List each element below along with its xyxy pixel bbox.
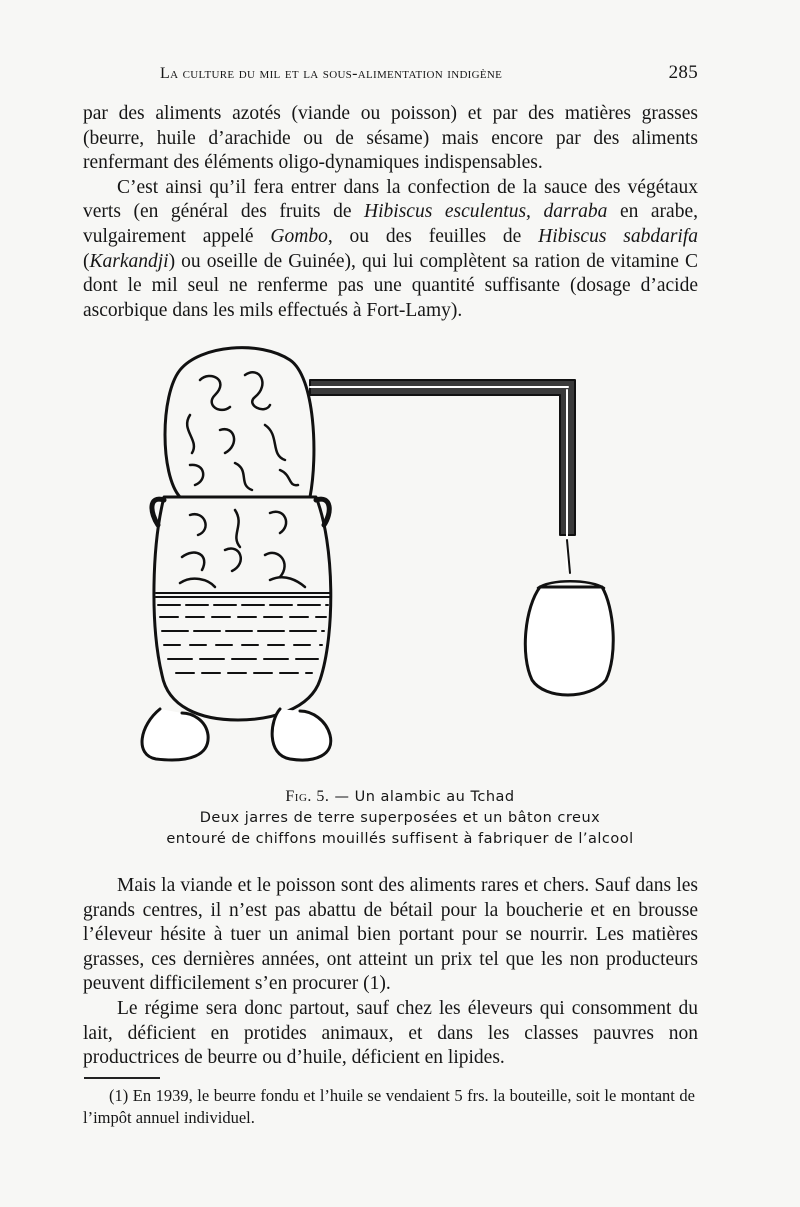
term-karkandji: Karkandji xyxy=(89,250,169,272)
body-text-top xyxy=(83,102,698,323)
footnote: (1) En 1939, le beurre fondu et l’huile se vendaient 5 frs. la bouteille, soit le montant de l’impôt annuel individuel. xyxy=(83,1086,695,1127)
liquid-lines xyxy=(156,593,330,673)
body-text-bottom xyxy=(83,874,698,1071)
figure-title: — Un alambic au Tchad xyxy=(329,789,515,805)
left-foot xyxy=(142,709,208,760)
paragraph-2-text-b: en arabe, vulgairement appelé xyxy=(83,201,698,247)
caption-title xyxy=(100,786,700,808)
paragraph-3: Mais la viande et le poisson sont des aliments rares et chers. Sauf dans les grands centres, il n’est pas abattu de bétail pour la boucherie et en brousse l’éleveur hésite à tuer un animal bien portant pour se nourrir. Les matières grasses, ces dernières années, ont atteint un prix tel que les non producteurs peuvent difficilement s’en procurer (1). xyxy=(83,875,698,995)
receiving-pot xyxy=(525,587,613,695)
running-title: La culture du mil et la sous-alimentation indigène xyxy=(160,65,503,82)
cloth-wrapped-tube xyxy=(310,380,575,535)
paragraph-1: par des aliments azotés (viande ou poisson) et par des matières grasses (beurre, huile d’arachide ou de sésame) mais encore par des aliments renfermant des éléments oligo-dynamiques indispensables. xyxy=(83,103,698,174)
figure-label: Fig. 5. xyxy=(285,788,330,805)
term-hibiscus-sabdarifa: Hibiscus sabdarifa xyxy=(538,225,698,247)
page-header xyxy=(118,62,708,86)
paragraph-2-text-a: C’est ainsi qu’il fera entrer dans la confection de la sauce des végétaux verts (en général des fruits de xyxy=(83,176,698,223)
footnote-rule xyxy=(84,1077,160,1079)
lower-jar xyxy=(154,497,331,720)
caption-line-1: Deux jarres de terre superposées et un bâton creux xyxy=(199,810,601,826)
grain-mash-squiggles xyxy=(180,372,305,587)
page-number: 285 xyxy=(668,62,698,83)
right-foot xyxy=(272,709,331,760)
paragraph-4: Le régime sera donc partout, sauf chez les éleveurs qui consomment du lait, déficient en protides animaux, et dans les classes pauvres non productrices de beurre ou d’huile, déficient en lipides. xyxy=(83,997,698,1069)
paragraph-2-text-e: ) ou oseille de Guinée), qui lui complètent sa ration de vitamine C dont le mil seul ne renferme pas une quantité suffisante (dosage d’acide ascorbique dans les mils effectués à Fort-Lamy). xyxy=(83,250,698,321)
caption-line-2: entouré de chiffons mouillés suffisent à fabriquer de l’alcool xyxy=(166,831,634,847)
paragraph-2-text-d: ( xyxy=(83,250,90,272)
paragraph-2-text-c: , ou des feuilles de xyxy=(327,225,539,247)
paragraph-2 xyxy=(83,176,698,324)
still-illustration xyxy=(120,335,720,775)
term-hibiscus-esculentus: Hibiscus esculentus, darraba xyxy=(364,201,608,223)
figure-caption xyxy=(100,786,700,850)
term-gombo: Gombo xyxy=(270,225,328,247)
